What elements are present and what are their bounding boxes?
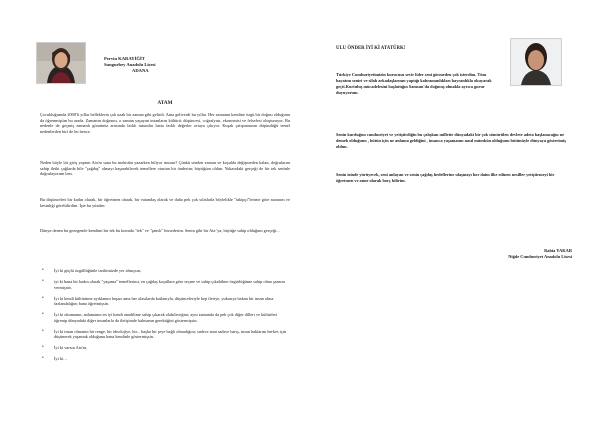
right-paragraph-3: Senin izinde yürüyecek, seni anlayan ve senin çağdaş hedeflerine ulaşmayı hor daim ilke edinen nesiller yetiştirmeyi bir öğretmen ve anne olarak borç bilirim. <box>336 172 555 183</box>
list-item: • İyi ki insan olmanın bir renge, bir ideolojiye, bir... başka bir şeye bağlı olmadığını; sadece ama sadece barış, insan haklarını herkes için düşünerek yaşamak olduğunu bana kendinle göstermişsin. <box>42 328 287 340</box>
page-title-right: ULU ÖNDER İYİ Kİ ATATÜRK! <box>336 46 406 51</box>
right-page <box>300 0 600 424</box>
author-photo-right <box>510 38 562 86</box>
right-paragraph-2: Senin kurduğun cumhuriyet ve yetiştirdiğin bu çalışkan millette dünyadaki bir çok sömürülen devlete adeta başlanacağın ne demek olduğunu , bütün için ne anlama geldiğini , insanca yaşamanın nasıl mümkün olduğunu bütünüyle dünyaya gösterimiş oldun. <box>336 132 566 149</box>
bullet-icon: • <box>42 345 44 351</box>
author-city: ADANA <box>132 68 149 73</box>
bullet-icon: • <box>42 356 44 362</box>
signature-school: Niğde Cumhuriyet Anadolu Lisesi <box>508 254 572 259</box>
list-item: • İyi ki okumanın, anlamanın en iyi kendi anadilime sahip çıkarak olabileceğini; aynı zamanda da pek çok diğer dilleri ve kültürleri öğrenip dünyadaki diğer insanlarla da iletişimde kalmanın gerektiğini göstermişsin. <box>42 312 278 323</box>
bullet-list <box>40 268 290 367</box>
list-item: • İyi ki… <box>42 356 68 362</box>
right-paragraph-1: Türkiye Cumhuriyetimizin kurucusu sevir lider seni görmedeu çok isterdim. Tüm hayatım seniri ve silah arkadaşlarının yaptığı kahramanlıkları hayranlıkla okuyarak geçti.Kurtuluş mücadelesini başlattığın Samsun'da doğmuş olmakla ayrıca gurur duyuyorum. <box>336 72 492 95</box>
bullet-icon: • <box>42 268 44 273</box>
paragraph-4: Dünya denen bu gezegende kendimi bir tek bu konuda "tek" ve "şanslı" hissederim. Senin gibi bir Ata 'ya, büyüğe sahip olduğum gerçeği... <box>40 228 280 233</box>
bullet-icon: • <box>42 328 44 334</box>
list-item: • iyi ki bana bir kadın olarak "yaşama" temellerimi, en çağdaş koşullara göre seçme ve sahip çıkabilme özgürlüğüme sahip olma şansını vermişsin. <box>42 278 285 290</box>
author-info-left <box>104 56 156 74</box>
paragraph-1: Çocukluğumda 2000'li yıllar belleklerin çok uzak bir zaman gibi gelirdi. Ama geliverdi bu yıllar. Her zamanın kendine özgü bir doğası olduğunu da öğrenmiştim bu arada. Zamanın doğasını, o zaman yaşayan insanların kültürü, düşüncesi, coğrafyası, ekonomisi ve felsefesi oluşturuyor. Bu nedenle de geçmiş zamanlı gömünüz arasında farklı tutumlar hatta farklı değerler ortaya çıkıyor. Kuşak çatışmasının düşündüğü temel nedenlerden biri de bu bence. <box>40 112 290 134</box>
page-title-left: ATAM <box>157 100 173 106</box>
signature-name: Rabia YAKAR <box>544 248 572 253</box>
paragraph-2: Neden böyle bir giriş yaptım Ata'm sana bu mektubu yazarken biliyor musun? Çünkü senden zaman ve koşulda değişmeden kalan, doğrularını sahip iletki çağlarda bile "çağdaş" olmayı başarabilecek temellere oturtan bir önderim; büyüğüm oldun. Yukarıdaki gerçeği de bir tek seninle doğrulayorum ben. <box>40 160 290 177</box>
list-item: • İyi ki varsın Ata'm, <box>42 345 87 351</box>
paragraph-3: Bu düşünceleri bir kadın olarak, bir öğretmen olarak, bir vatandaş olarak ve daha pek çok sıfatlarla böylelikle "takipçi"lerime göre sunarım ve kesinliği görebilirdim. İşte bu yüzden <box>40 197 290 208</box>
author-name: Pervin KARAYİĞİT <box>104 56 145 61</box>
bullet-icon: • <box>42 312 44 318</box>
author-photo-left <box>36 42 86 84</box>
signature-block <box>400 248 572 260</box>
bullet-icon: • <box>42 278 44 284</box>
author-school: Sungurbey Anadolu Lisesi <box>104 62 156 67</box>
list-item: • İyi ki kendi kültürüme ayıklanmı başarı ama her olasılarda katlanıyla, düşünceleriyle hep ileriye, yukarıya bakan bir insan olma fazlandalığını bana öğretmişsin. <box>42 295 274 307</box>
bullet-icon: • <box>42 295 44 301</box>
list-item: • İyi ki güçlü özgüllüğünle tarihimizde yer almışsın, <box>42 268 141 273</box>
